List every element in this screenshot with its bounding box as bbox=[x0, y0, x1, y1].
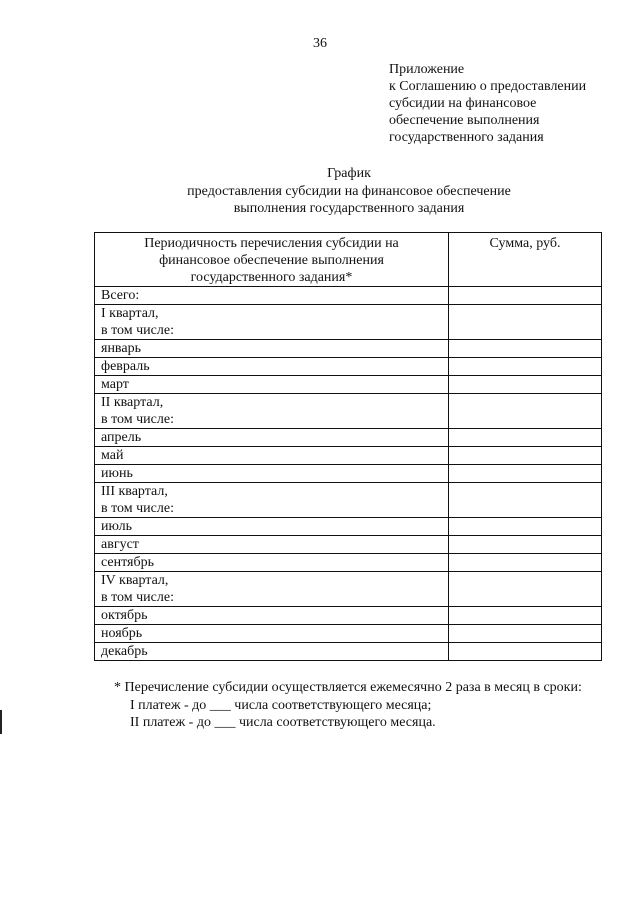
period-label: ноябрь bbox=[101, 626, 143, 641]
table-row bbox=[95, 536, 602, 554]
table-row bbox=[95, 607, 602, 625]
table-row bbox=[95, 358, 602, 376]
header-line: государственного задания* bbox=[190, 270, 353, 285]
amount-cell[interactable] bbox=[449, 554, 602, 572]
period-cell bbox=[95, 625, 449, 643]
appendix-line: обеспечение выполнения bbox=[389, 113, 540, 128]
table-header-row bbox=[95, 233, 602, 287]
table-row bbox=[95, 287, 602, 305]
amount-cell[interactable] bbox=[449, 536, 602, 554]
period-label: III квартал, bbox=[101, 484, 168, 499]
appendix-line: субсидии на финансовое bbox=[389, 96, 537, 111]
footnote-payment-1: I платеж - до ___ числа соответствующего месяца; bbox=[130, 697, 432, 713]
period-cell bbox=[95, 340, 449, 358]
period-label: I квартал, bbox=[101, 306, 159, 321]
period-label: в том числе: bbox=[101, 323, 174, 338]
period-cell bbox=[95, 465, 449, 483]
table-row bbox=[95, 447, 602, 465]
period-label: апрель bbox=[101, 430, 142, 445]
table-row bbox=[95, 625, 602, 643]
table-row bbox=[95, 643, 602, 661]
schedule-body bbox=[95, 287, 602, 661]
table-row bbox=[95, 305, 602, 340]
period-label: октябрь bbox=[101, 608, 148, 623]
table-row bbox=[95, 483, 602, 518]
table-row bbox=[95, 554, 602, 572]
period-label: сентябрь bbox=[101, 555, 154, 570]
period-cell bbox=[95, 376, 449, 394]
appendix-line: государственного задания bbox=[389, 130, 544, 145]
period-label: март bbox=[101, 377, 129, 392]
schedule-table bbox=[94, 232, 602, 661]
amount-cell[interactable] bbox=[449, 483, 602, 518]
period-cell bbox=[95, 305, 449, 340]
amount-cell[interactable] bbox=[449, 447, 602, 465]
table-row bbox=[95, 376, 602, 394]
period-label: февраль bbox=[101, 359, 150, 374]
period-cell bbox=[95, 607, 449, 625]
period-label: август bbox=[101, 537, 139, 552]
document-title bbox=[0, 165, 640, 218]
period-cell bbox=[95, 287, 449, 305]
period-label: Всего: bbox=[101, 288, 140, 303]
footnote-text: * Перечисление субсидии осуществляется ежемесячно 2 раза в месяц в сроки: bbox=[114, 680, 582, 695]
period-label: июль bbox=[101, 519, 132, 534]
amount-cell[interactable] bbox=[449, 643, 602, 661]
period-label: в том числе: bbox=[101, 590, 174, 605]
table-row bbox=[95, 465, 602, 483]
period-label: II квартал, bbox=[101, 395, 164, 410]
period-label: IV квартал, bbox=[101, 573, 169, 588]
amount-cell[interactable] bbox=[449, 429, 602, 447]
period-label: в том числе: bbox=[101, 412, 174, 427]
period-label: июнь bbox=[101, 466, 133, 481]
amount-cell[interactable] bbox=[449, 340, 602, 358]
amount-header: Сумма, руб. bbox=[449, 233, 602, 287]
period-cell bbox=[95, 572, 449, 607]
period-label: май bbox=[101, 448, 124, 463]
table-row bbox=[95, 572, 602, 607]
period-cell bbox=[95, 447, 449, 465]
title-line: График bbox=[327, 166, 371, 181]
amount-cell[interactable] bbox=[449, 607, 602, 625]
periodicity-header bbox=[95, 233, 449, 287]
table-row bbox=[95, 518, 602, 536]
footnote-payment-2: II платеж - до ___ числа соответствующего месяца. bbox=[130, 715, 436, 730]
header-line: Периодичность перечисления субсидии на bbox=[144, 236, 399, 251]
period-cell bbox=[95, 394, 449, 429]
amount-cell[interactable] bbox=[449, 287, 602, 305]
title-line: выполнения государственного задания bbox=[233, 201, 465, 216]
period-cell bbox=[95, 358, 449, 376]
table-row bbox=[95, 340, 602, 358]
table-row bbox=[95, 429, 602, 447]
header-line: финансовое обеспечение выполнения bbox=[159, 253, 384, 268]
footnote bbox=[84, 679, 604, 732]
appendix-note bbox=[389, 61, 586, 146]
amount-cell[interactable] bbox=[449, 518, 602, 536]
period-cell bbox=[95, 643, 449, 661]
amount-cell[interactable] bbox=[449, 358, 602, 376]
amount-cell[interactable] bbox=[449, 394, 602, 429]
period-cell bbox=[95, 483, 449, 518]
margin-mark bbox=[0, 710, 2, 734]
period-label: декабрь bbox=[101, 644, 148, 659]
period-cell bbox=[95, 536, 449, 554]
appendix-line: Приложение bbox=[389, 62, 465, 77]
period-cell bbox=[95, 429, 449, 447]
amount-cell[interactable] bbox=[449, 376, 602, 394]
amount-cell[interactable] bbox=[449, 625, 602, 643]
period-cell bbox=[95, 554, 449, 572]
title-line: предоставления субсидии на финансовое обеспечение bbox=[187, 183, 511, 199]
table-row bbox=[95, 394, 602, 429]
appendix-line: к Соглашению о предоставлении bbox=[389, 79, 587, 94]
period-cell bbox=[95, 518, 449, 536]
amount-cell[interactable] bbox=[449, 572, 602, 607]
period-label: январь bbox=[101, 341, 141, 356]
amount-cell[interactable] bbox=[449, 305, 602, 340]
amount-cell[interactable] bbox=[449, 465, 602, 483]
period-label: в том числе: bbox=[101, 501, 174, 516]
page-number: 36 bbox=[313, 36, 327, 51]
